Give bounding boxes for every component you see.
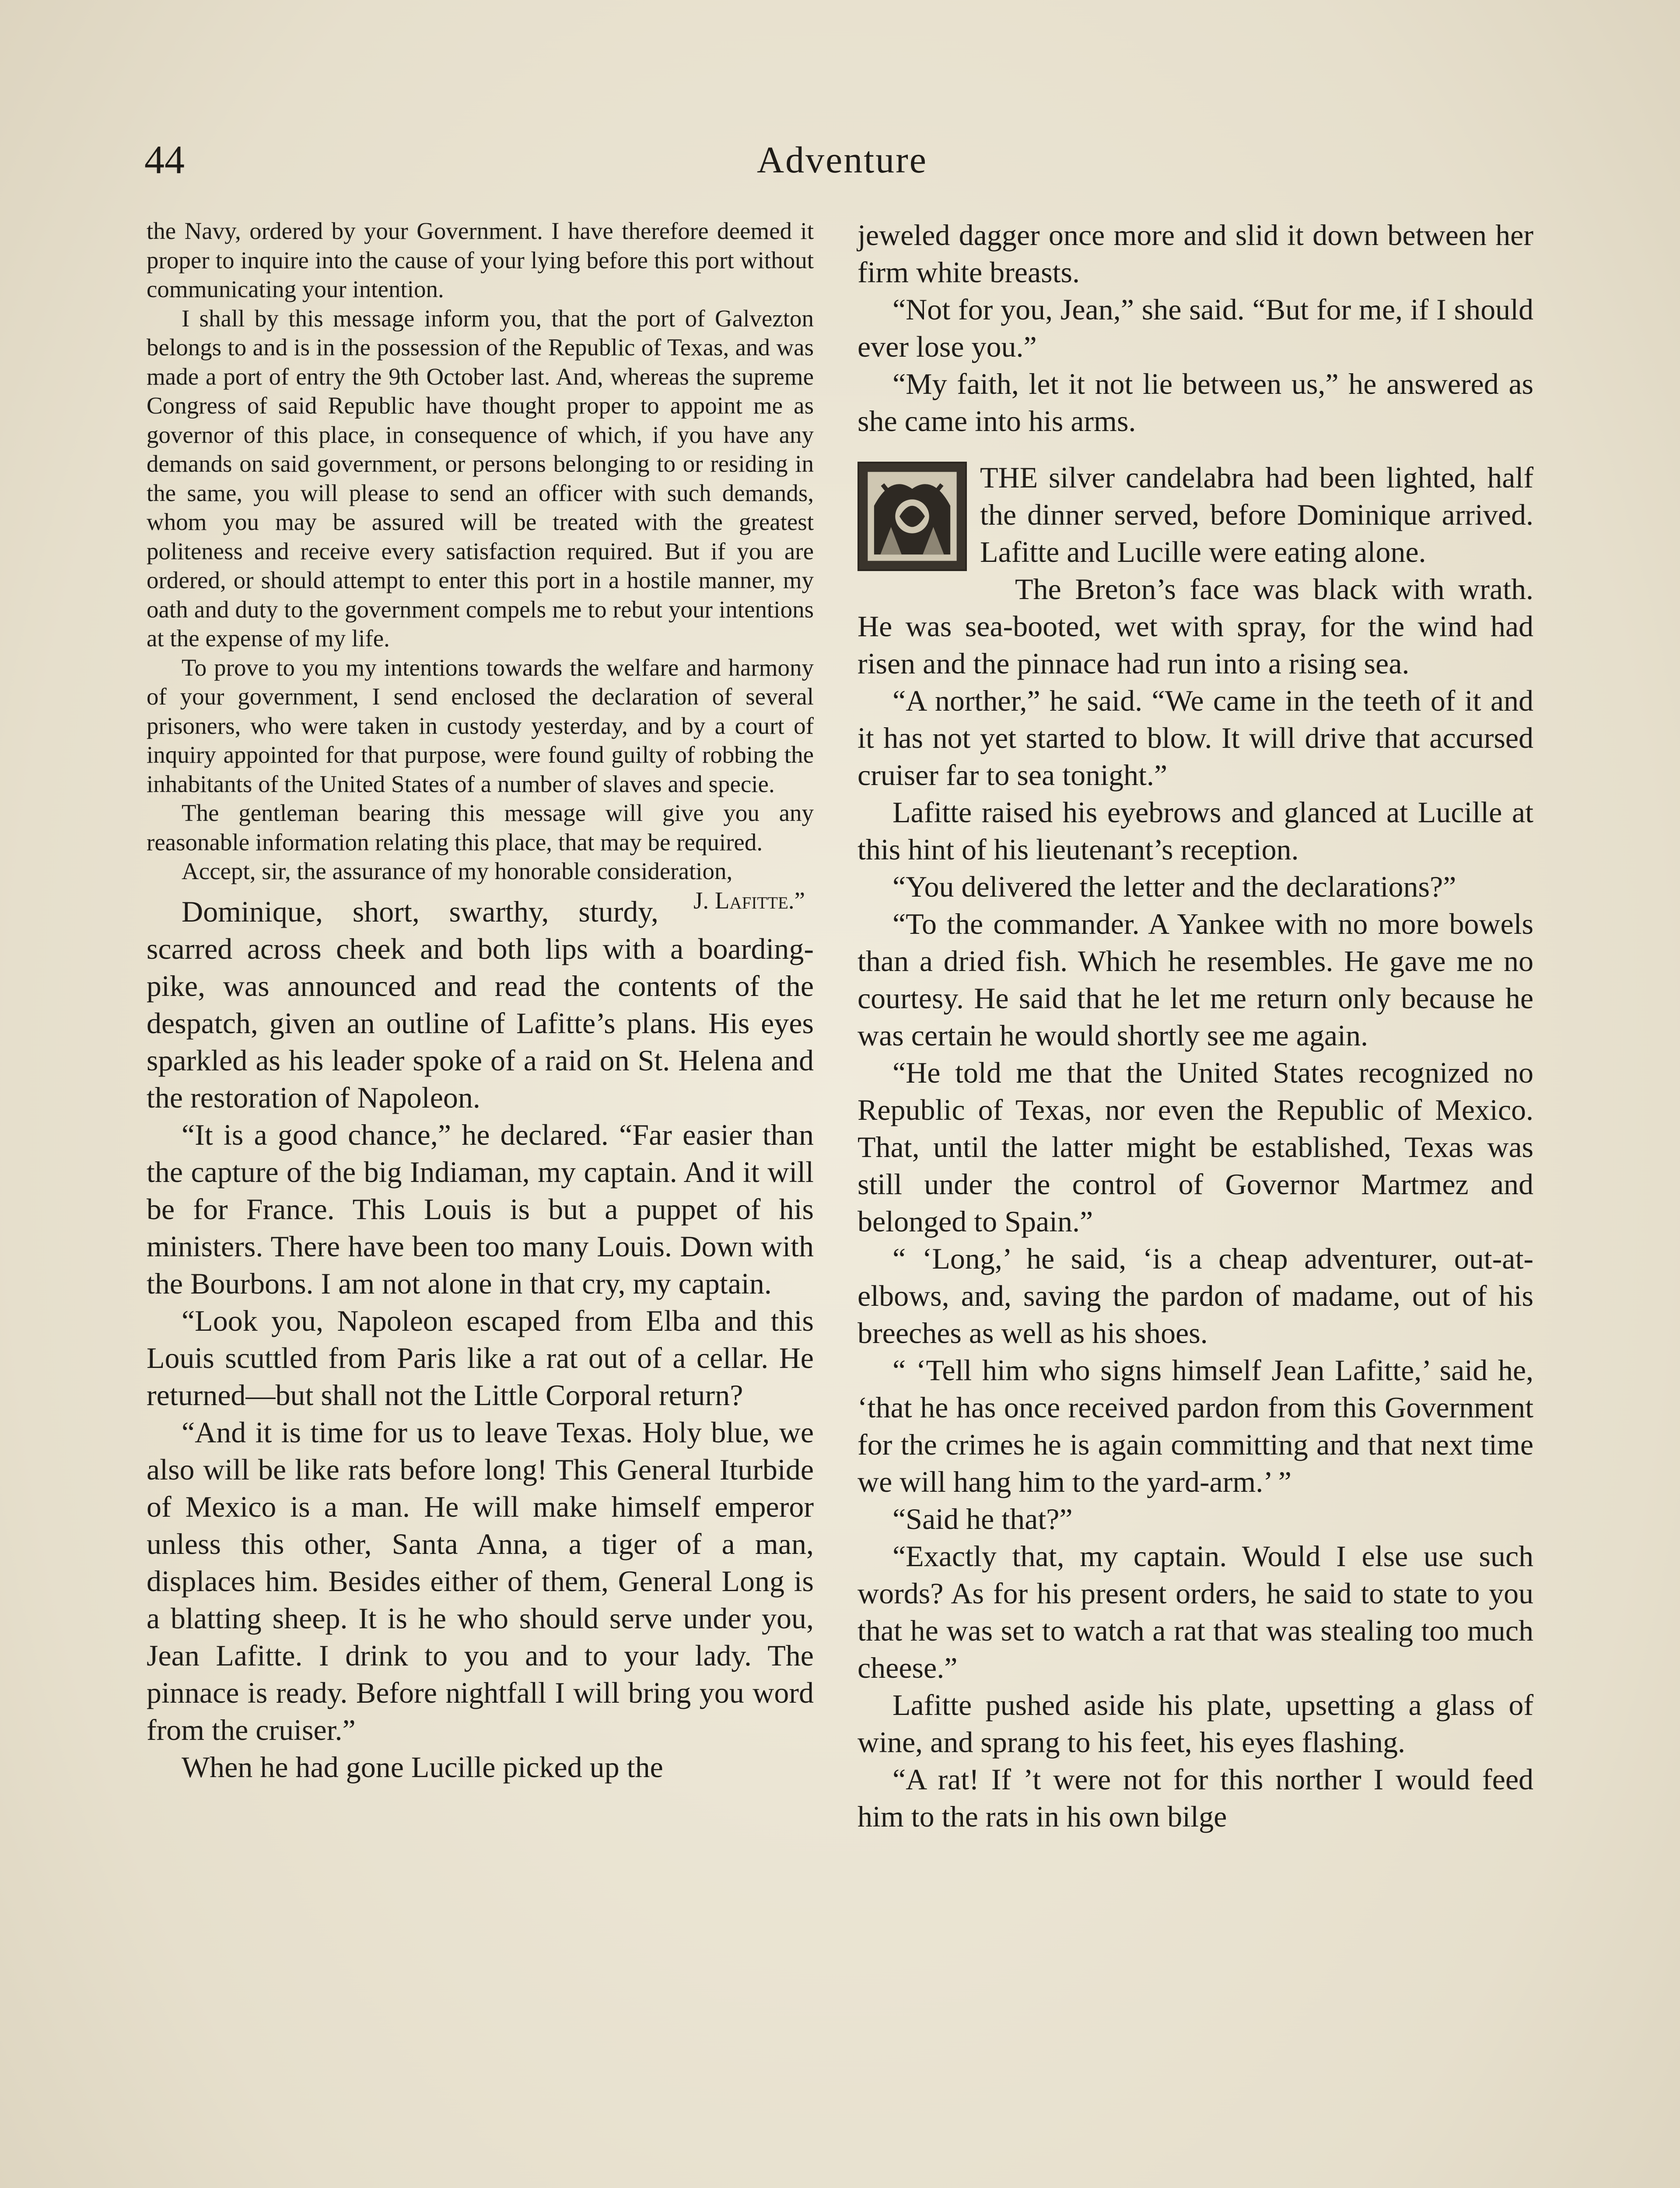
left-body <box>147 893 814 1786</box>
page-number: 44 <box>144 137 185 182</box>
body-paragraph: “And it is time for us to leave Texas. Holy blue, we also will be like rats before long! This General Iturbide of Mexico is a man. He will make himself emperor unless this other, Santa Anna, a tiger of a man, displaces him. Besides either of them, General Long is a blatting sheep. It is he who should serve under you, Jean Lafitte. I drink to you and to your lady. The pinnace is ready. Before nightfall I will bring you word from the cruiser.” <box>147 1415 814 1746</box>
body-paragraph: Lafitte pushed aside his plate, upsetting a glass of wine, and sprang to his feet, his eyes flashing. <box>858 1688 1533 1759</box>
right-body-top <box>858 217 1533 440</box>
body-paragraph: “A rat! If ’t were not for this norther I would feed him to the rats in his own bilge <box>858 1763 1533 1833</box>
body-paragraph: The Breton’s face was black with wrath. He was sea-booted, wet with spray, for the wind had risen and the pinnace had run into a rising sea. <box>858 572 1533 680</box>
letter-closing-text: Accept, sir, the assurance of my honorable consideration, <box>182 858 733 884</box>
section-first-paragraph: THE silver candelabra had been lighted, half the dinner served, before Dominique arrived. Lafitte and Lucille were eating alone. <box>980 461 1533 568</box>
running-title: Adventure <box>757 139 928 181</box>
body-paragraph: Dominique, short, swarthy, sturdy, scarred across cheek and both lips with a boarding-pike, was announced and read the contents of the despatch, given an outline of Lafitte’s plans. His eyes sparkled as his leader spoke of a raid on St. Helena and the restoration of Napoleon. <box>147 894 814 1114</box>
letter-paragraph: I shall by this message inform you, that the port of Galvezton belongs to and is in the possession of the Republic of Texas, and was made a port of entry the 9th October last. And, whereas the supreme Congress of said Republic have thought proper to appoint me as governor of this place, in consequence of which, if you have any demands on said government, or persons belonging to or residing in the same, you will please to send an officer with such demands, whom you may be assured will be treated with the greatest politeness and receive every satisfaction required. But if you are ordered, or should attempt to enter this port in a hostile manner, my oath and duty to the government compels me to rebut your intentions at the expense of my life. <box>147 305 814 652</box>
letter-closing <box>147 857 814 914</box>
body-paragraph: When he had gone Lucille picked up the <box>182 1750 663 1784</box>
body-paragraph: “A norther,” he said. “We came in the teeth of it and it has not yet started to blow. It will drive that accursed cruiser far to sea tonight.” <box>858 684 1533 792</box>
body-paragraph: “Said he that?” <box>892 1502 1073 1536</box>
body-paragraph: Lafitte raised his eyebrows and glanced at Lucille at this hint of his lieutenant’s reception. <box>858 796 1533 866</box>
lafitte-letter <box>147 217 814 914</box>
body-paragraph: “Exactly that, my captain. Would I else use such words? As for his present orders, he said to state to you that he was set to watch a rat that was stealing too much cheese.” <box>858 1539 1533 1684</box>
ornamental-initial-icon <box>858 462 967 571</box>
body-paragraph: “It is a good chance,” he declared. “Far easier than the capture of the big Indiaman, my captain. And it will be for France. This Louis is but a puppet of his ministers. There have been too many Louis. Down with the Bourbons. I am not alone in that cry, my captain. <box>147 1118 814 1300</box>
signature-text: J. Lafitte.” <box>693 887 805 914</box>
body-paragraph: “You delivered the letter and the declarations?” <box>892 870 1456 903</box>
body-paragraph: “Not for you, Jean,” she said. “But for me, if I should ever lose you.” <box>858 293 1533 363</box>
letter-paragraph: To prove to you my intentions towards the welfare and harmony of your government, I send enclosed the declaration of several prisoners, who were taken in custody yesterday, and by a court of inquiry appointed for that purpose, were found guilty of robbing the inhabitants of the United States of a number of slaves and specie. <box>147 654 814 797</box>
letter-signature <box>658 886 805 915</box>
left-column <box>147 217 814 1786</box>
body-paragraph: “Look you, Napoleon escaped from Elba and this Louis scuttled from Paris like a rat out of a cellar. He returned—but shall not the Little Corporal return? <box>147 1304 814 1412</box>
new-section <box>858 459 1533 1835</box>
ornament-graphic <box>859 463 965 569</box>
right-column <box>858 217 1533 1835</box>
letter-paragraph: the Navy, ordered by your Government. I have therefore deemed it proper to inquire into the cause of your lying before this port without communicating your intention. <box>147 217 814 302</box>
body-paragraph: “To the commander. A Yankee with no more bowels than a dried fish. Which he resembles. He gave me no courtesy. He said that he let me return only because he was certain he would shortly see me again. <box>858 907 1533 1052</box>
body-paragraph: jeweled dagger once more and slid it down between her firm white breasts. <box>858 218 1533 289</box>
body-paragraph: “He told me that the United States recognized no Republic of Texas, nor even the Republic of Mexico. That, until the latter might be established, Texas was still under the control of Governor Martmez and belonged to Spain.” <box>858 1056 1533 1238</box>
body-paragraph: “My faith, let it not lie between us,” he answered as she came into his arms. <box>858 367 1533 438</box>
body-paragraph: “ ‘Long,’ he said, ‘is a cheap adventurer, out-at-elbows, and, saving the pardon of madame, out of his breeches as well as his shoes. <box>858 1242 1533 1350</box>
body-paragraph: “ ‘Tell him who signs himself Jean Lafitte,’ said he, ‘that he has once received pardon from this Government for the crimes he is again committing and that next time we will hang him to the yard-arm.’ ” <box>858 1353 1533 1498</box>
letter-paragraph: The gentleman bearing this message will give you any reasonable information relating this place, that may be required. <box>147 799 814 856</box>
page-header <box>144 131 1540 188</box>
